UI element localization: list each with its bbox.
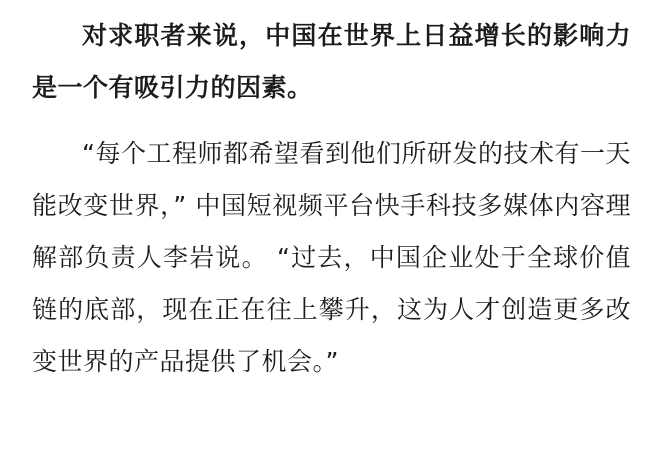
paragraph-quote: “每个工程师都希望看到他们所研发的技术有一天能改变世界，” 中国短视频平台快手科技多媒体内容理解部负责人李岩说。 “过去，中国企业处于全球价值链的底部，现在正在往上攀升，这为人才创造更多改变世界的产品提供了机会。”	[32, 139, 631, 376]
paragraph-lead: 对求职者来说，中国在世界上日益增长的影响力是一个有吸引力的因素。	[32, 21, 631, 102]
